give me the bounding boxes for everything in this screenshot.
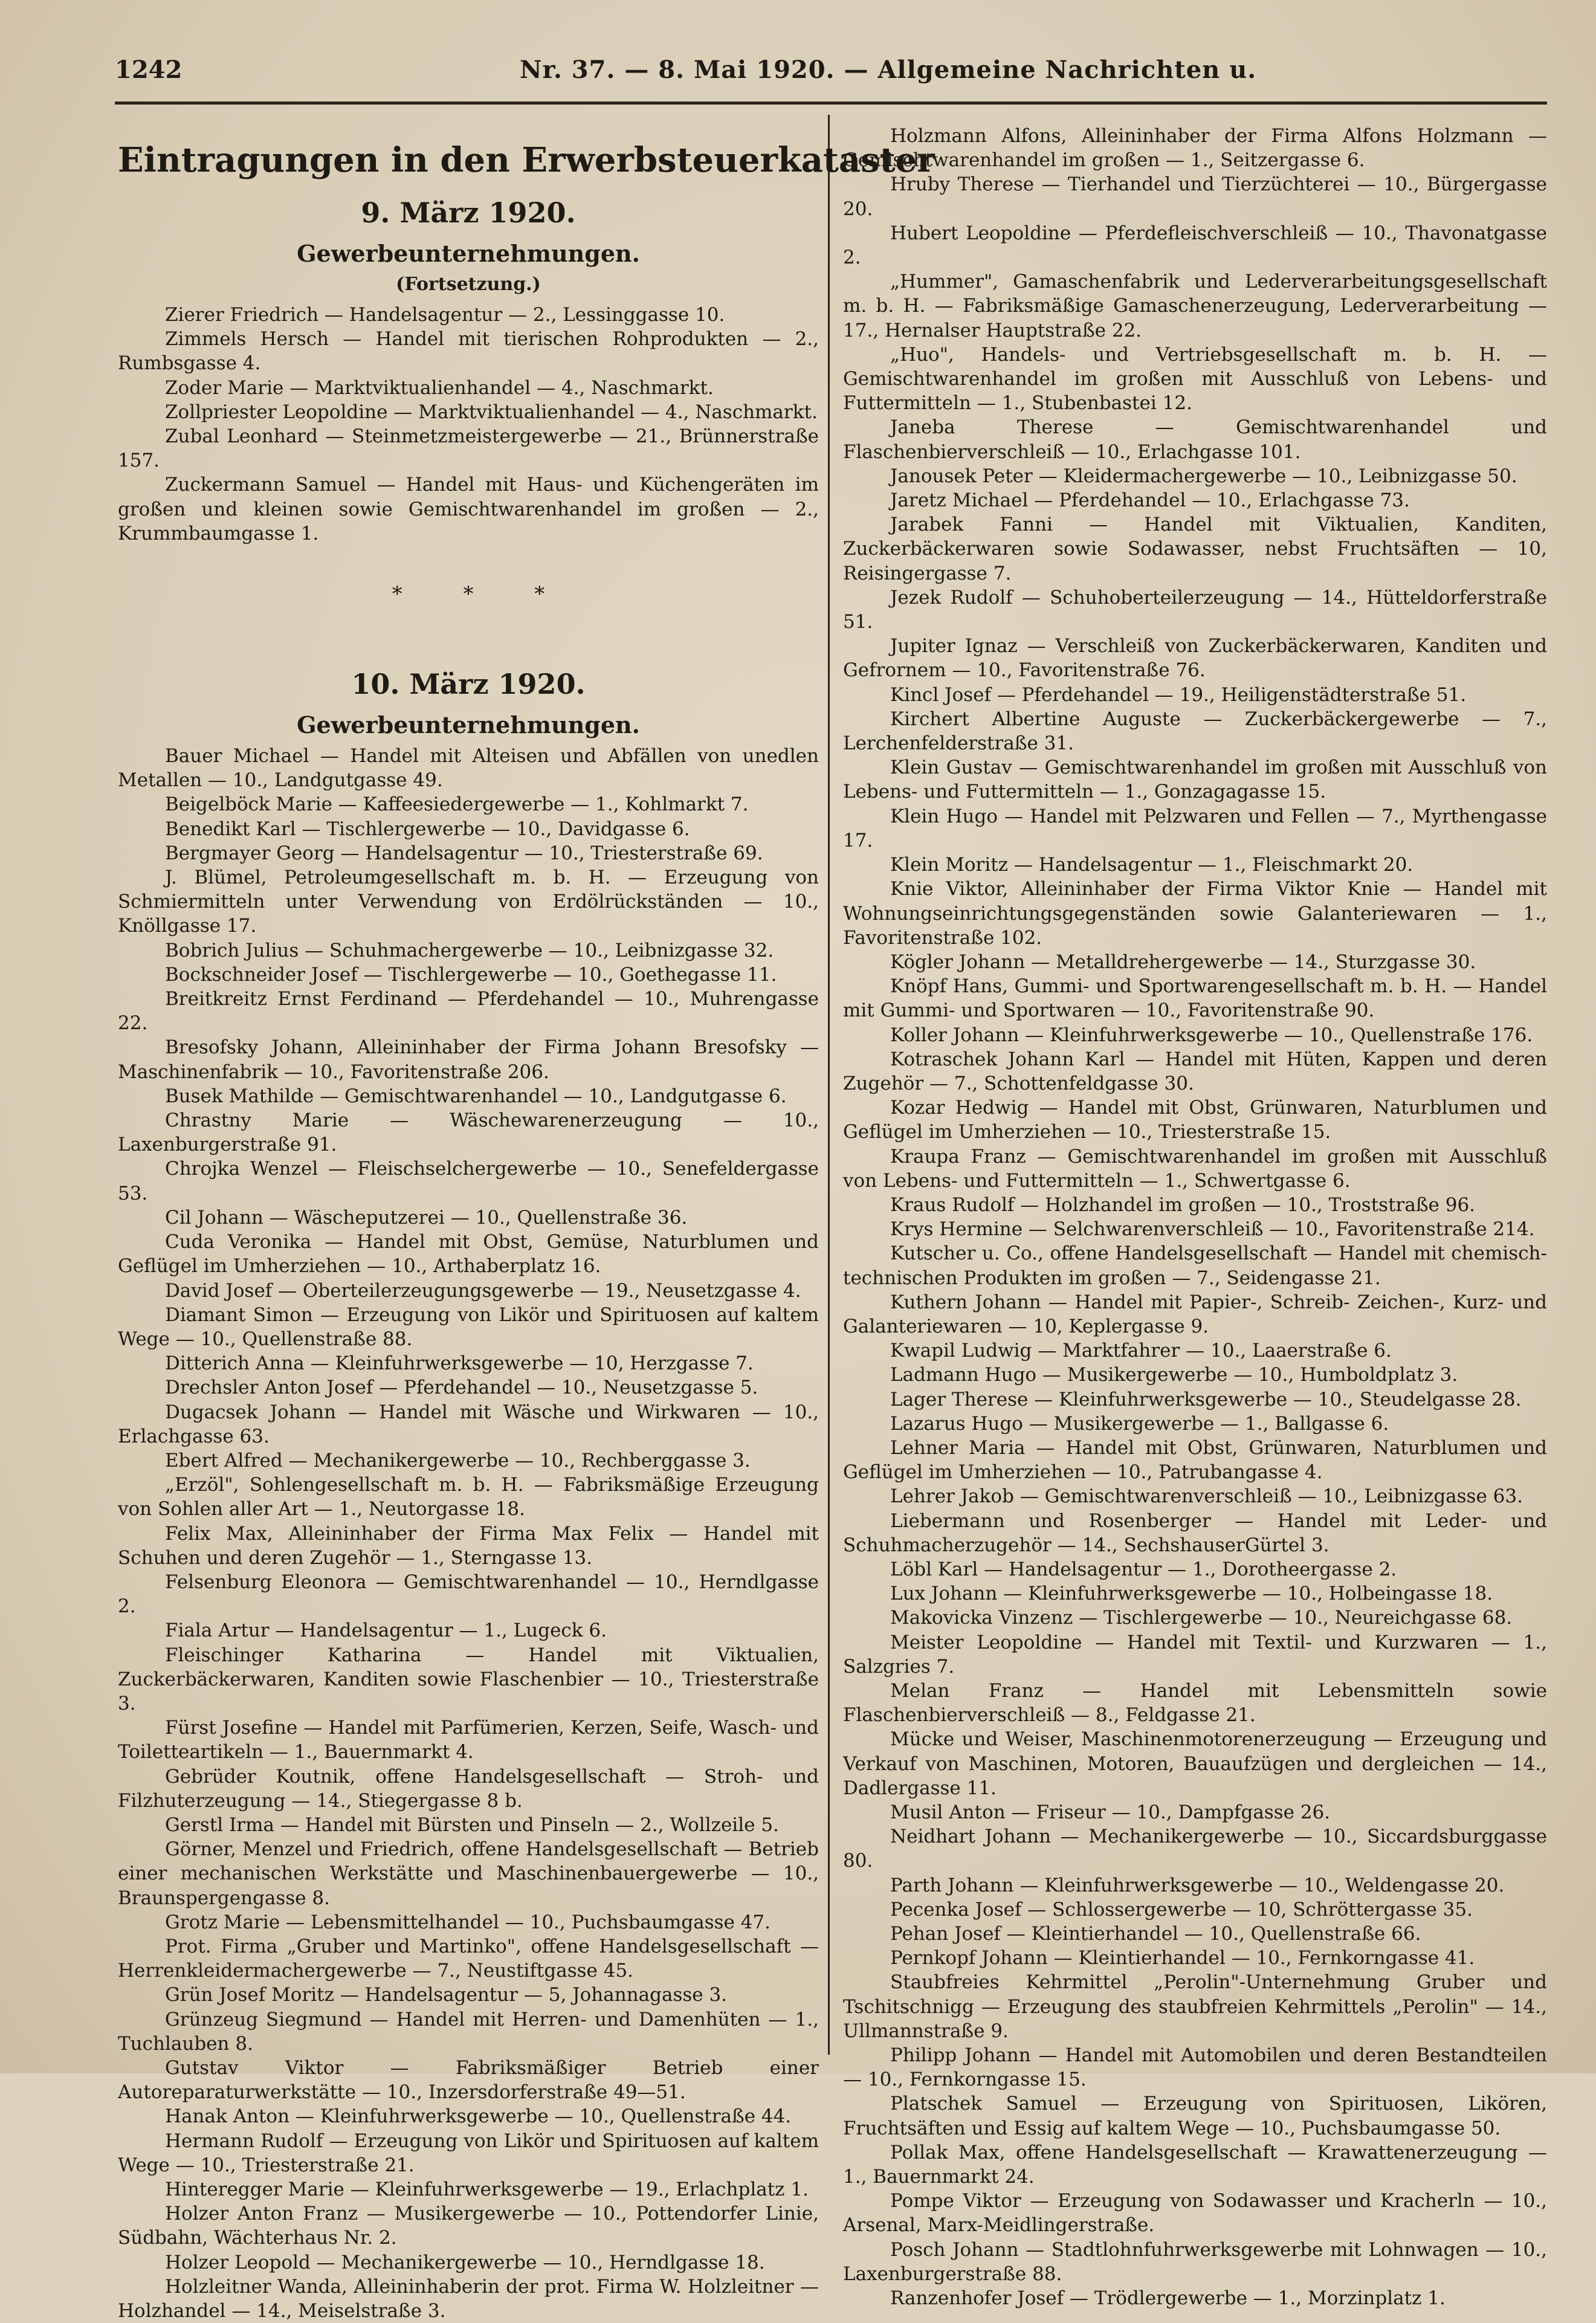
main-title: Eintragungen in den Erwerbsteuerkataster	[118, 140, 935, 180]
register-entry: Görner, Menzel und Friedrich, offene Handelsgesellschaft — Betrieb einer mechanischen Werkstätte und Maschinenbauergewerbe — 10., Braunspergengasse 8.	[118, 1838, 819, 1909]
register-entry: Cuda Veronika — Handel mit Obst, Gemüse, Naturblumen und Geflügel im Umherziehen — 10., Arthaberplatz 16.	[118, 1231, 819, 1278]
right-column	[843, 124, 1547, 2310]
header-rule	[115, 102, 1547, 105]
register-entry: Kirchert Albertine Auguste — Zuckerbäckergewerbe — 7., Lerchenfelderstraße 31.	[843, 708, 1547, 755]
register-entry: Pecenka Josef — Schlossergewerbe — 10, Schröttergasse 35.	[890, 1898, 1473, 1921]
register-entry: Hruby Therese — Tierhandel und Tierzüchterei — 10., Bürgergasse 20.	[843, 173, 1547, 220]
register-entry: Lazarus Hugo — Musikergewerbe — 1., Ballgasse 6.	[890, 1412, 1389, 1435]
register-entry: Felix Max, Alleininhaber der Firma Max Felix — Handel mit Schuhen und deren Zugehör — 1., Sterngasse 13.	[118, 1522, 819, 1569]
register-entry: Chrastny Marie — Wäschewarenerzeugung — 10., Laxenburgerstraße 91.	[118, 1110, 819, 1156]
register-entry: Jaretz Michael — Pferdehandel — 10., Erlachgasse 73.	[890, 489, 1410, 512]
register-entry: Gerstl Irma — Handel mit Bürsten und Pinseln — 2., Wollzeile 5.	[165, 1814, 779, 1836]
register-entry: Breitkreitz Ernst Ferdinand — Pferdehandel — 10., Muhrengasse 22.	[118, 988, 819, 1035]
register-entry: Hinteregger Marie — Kleinfuhrwerksgewerbe — 19., Erlachplatz 1.	[165, 2179, 809, 2201]
section2-heading: Gewerbeunternehmungen.	[297, 711, 640, 739]
register-entry: Pernkopf Johann — Kleintierhandel — 10., Fernkorngasse 41.	[890, 1947, 1475, 1969]
register-entry: Dugacsek Johann — Handel mit Wäsche und Wirkwaren — 10., Erlachgasse 63.	[118, 1401, 819, 1447]
register-entry: Musil Anton — Friseur — 10., Dampfgasse 26.	[890, 1801, 1331, 1824]
register-entry: Gebrüder Koutnik, offene Handelsgesellschaft — Stroh- und Filzhuterzeugung — 14., Stiegergasse 8 b.	[118, 1765, 819, 1812]
register-entry: Zollpriester Leopoldine — Marktviktualienhandel — 4., Naschmarkt.	[165, 401, 818, 423]
register-entry: Bauer Michael — Handel mit Alteisen und Abfällen von unedlen Metallen — 10., Landgutgasse 49.	[118, 745, 819, 792]
register-entry: Benedikt Karl — Tischlergewerbe — 10., Davidgasse 6.	[165, 818, 690, 840]
register-entry: Klein Gustav — Gemischtwarenhandel im großen mit Ausschluß von Lebens- und Futtermitteln — 1., Gonzagagasse 15.	[843, 757, 1547, 803]
register-entry: Kwapil Ludwig — Marktfahrer — 10., Laaerstraße 6.	[890, 1340, 1392, 1362]
register-entry: Jupiter Ignaz — Verschleiß von Zuckerbäckerwaren, Kanditen und Gefrornem — 10., Favoritenstraße 76.	[843, 635, 1547, 682]
register-entry: Lehner Maria — Handel mit Obst, Grünwaren, Naturblumen und Geflügel im Umherziehen — 10., Patrubangasse 4.	[843, 1436, 1547, 1484]
register-entry: Kutscher u. Co., offene Handelsgesellschaft — Handel mit chemisch-technischen Produkten im großen — 7., Seidengasse 21.	[843, 1242, 1547, 1289]
register-entry: Zoder Marie — Marktviktualienhandel — 4., Naschmarkt.	[165, 376, 714, 399]
register-entry: Liebermann und Rosenberger — Handel mit Leder- und Schuhmacherzugehör — 14., SechshauserGürtel 3.	[843, 1510, 1547, 1556]
register-entry: Fiala Artur — Handelsagentur — 1., Lugeck 6.	[165, 1620, 607, 1642]
register-entry: Kraus Rudolf — Holzhandel im großen — 10., Troststraße 96.	[890, 1194, 1476, 1216]
register-entry: Janousek Peter — Kleidermachergewerbe — 10., Leibnizgasse 50.	[890, 465, 1517, 487]
left-column	[118, 124, 935, 2323]
right-entry-list	[843, 124, 1547, 2310]
register-entry: Jezek Rudolf — Schuhoberteilerzeugung — 14., Hütteldorferstraße 51.	[843, 586, 1547, 633]
register-entry: Zuckermann Samuel — Handel mit Haus- und Küchengeräten im großen und kleinen sowie Gemischtwarenhandel im großen — 2., Krummbaumgasse 1.	[118, 474, 819, 544]
register-entry: Kraupa Franz — Gemischtwarenhandel im großen mit Ausschluß von Lebens- und Futtermitteln — 1., Schwertgasse 6.	[843, 1145, 1547, 1192]
register-entry: „Hummer", Gamaschenfabrik und Lederverarbeitungsgesellschaft m. b. H. — Fabriksmäßige Gamaschenerzeugung, Lederverarbeitung — 17., Hernalser Hauptstraße 22.	[843, 271, 1547, 341]
register-entry: Grotz Marie — Lebensmittelhandel — 10., Puchsbaumgasse 47.	[165, 1911, 771, 1933]
register-entry: Knie Viktor, Alleininhaber der Firma Viktor Knie — Handel mit Wohnungseinrichtungsgegenständen sowie Galanteriewaren — 1., Favoritenstraße 102.	[843, 878, 1547, 949]
register-entry: Diamant Simon — Erzeugung von Likör und Spirituosen auf kaltem Wege — 10., Quellenstraße 88.	[118, 1304, 819, 1350]
register-entry: Jarabek Fanni — Handel mit Viktualien, Kanditen, Zuckerbäckerwaren sowie Sodawasser, nebst Fruchtsäften — 10, Reisingergasse 7.	[843, 514, 1547, 584]
register-entry: Hanak Anton — Kleinfuhrwerksgewerbe — 10., Quellenstraße 44.	[165, 2105, 792, 2128]
register-entry: Koller Johann — Kleinfuhrwerksgewerbe — 10., Quellenstraße 176.	[890, 1024, 1533, 1046]
register-entry: Bobrich Julius — Schuhmachergewerbe — 10., Leibnizgasse 32.	[165, 939, 774, 961]
register-entry: „Huo", Handels- und Vertriebsgesellschaft m. b. H. — Gemischtwarenhandel im großen mit Ausschluß von Lebens- und Futtermitteln — 1., Stubenbastei 12.	[843, 343, 1547, 415]
page-header	[115, 56, 1547, 92]
register-entry: Pompe Viktor — Erzeugung von Sodawasser und Kracherln — 10., Arsenal, Marx-Meidlingerstraße.	[843, 2190, 1547, 2237]
register-entry: J. Blümel, Petroleumgesellschaft m. b. H. — Erzeugung von Schmiermitteln unter Verwendung von Erdölrückständen — 10., Knöllgasse 17.	[118, 867, 819, 937]
register-entry: Bergmayer Georg — Handelsagentur — 10., Triesterstraße 69.	[165, 842, 763, 864]
section2-date: 10. März 1920.	[351, 668, 586, 701]
register-entry: Hubert Leopoldine — Pferdefleischverschleiß — 10., Thavonatgasse 2.	[843, 222, 1547, 269]
register-entry: Hermann Rudolf — Erzeugung von Likör und Spirituosen auf kaltem Wege — 10., Triesterstraße 21.	[118, 2130, 819, 2176]
register-entry: Lehrer Jakob — Gemischtwarenverschleiß — 10., Leibnizgasse 63.	[890, 1485, 1523, 1508]
register-entry: Parth Johann — Kleinfuhrwerksgewerbe — 10., Weldengasse 20.	[890, 1874, 1505, 1896]
register-entry: Platschek Samuel — Erzeugung von Spirituosen, Likören, Fruchtsäften und Essig auf kaltem Wege — 10., Puchsbaumgasse 50.	[843, 2093, 1547, 2139]
register-entry: Cil Johann — Wäscheputzerei — 10., Quellenstraße 36.	[165, 1206, 688, 1229]
running-title: Nr. 37. — 8. Mai 1920. — Allgemeine Nachrichten u.	[520, 56, 1257, 84]
page-number: 1242	[115, 56, 183, 84]
register-entry: Lux Johann — Kleinfuhrwerksgewerbe — 10., Holbeingasse 18.	[890, 1583, 1493, 1605]
register-entry: Fleischinger Katharina — Handel mit Viktualien, Zuckerbäckerwaren, Kanditen sowie Flaschenbier — 10., Triesterstraße 3.	[118, 1644, 819, 1714]
register-entry: Zimmels Hersch — Handel mit tierischen Rohprodukten — 2., Rumbsgasse 4.	[118, 328, 819, 375]
column-divider	[828, 115, 830, 2055]
register-entry: Bresofsky Johann, Alleininhaber der Firma Johann Bresofsky — Maschinenfabrik — 10., Favoritenstraße 206.	[118, 1036, 819, 1083]
section-separator: * * *	[392, 582, 545, 607]
register-entry: Klein Moritz — Handelsagentur — 1., Fleischmarkt 20.	[890, 854, 1413, 876]
register-entry: Chrojka Wenzel — Fleischselchergewerbe — 10., Senefeldergasse 53.	[118, 1158, 819, 1204]
section1-heading: Gewerbeunternehmungen.	[297, 240, 640, 267]
register-entry: Gutstav Viktor — Fabriksmäßiger Betrieb einer Autoreparaturwerkstätte — 10., Inzersdorferstraße 49—51.	[118, 2057, 819, 2104]
section1-date: 9. März 1920.	[361, 196, 576, 229]
register-entry: Kotraschek Johann Karl — Handel mit Hüten, Kappen und deren Zugehör — 7., Schottenfeldgasse 30.	[843, 1048, 1547, 1094]
register-entry: Holzmann Alfons, Alleininhaber der Firma Alfons Holzmann — Gemischtwarenhandel im großen — 1., Seitzergasse 6.	[843, 125, 1547, 172]
register-entry: Felsenburg Eleonora — Gemischtwarenhandel — 10., Herndlgasse 2.	[118, 1571, 819, 1618]
register-entry: Bockschneider Josef — Tischlergewerbe — 10., Goethegasse 11.	[165, 963, 777, 986]
continuation-note: (Fortsetzung.)	[396, 274, 541, 295]
register-entry: Makovicka Vinzenz — Tischlergewerbe — 10., Neureichgasse 68.	[890, 1607, 1513, 1629]
register-entry: Kuthern Johann — Handel mit Papier-, Schreib- Zeichen-, Kurz- und Galanteriewaren — 10, Keplergasse 9.	[843, 1291, 1547, 1337]
register-entry: Mücke und Weiser, Maschinenmotorenerzeugung — Erzeugung und Verkauf von Maschinen, Motoren, Bauaufzügen und dergleichen — 14., Dadlergasse 11.	[843, 1728, 1547, 1799]
register-entry: Meister Leopoldine — Handel mit Textil- und Kurzwaren — 1., Salzgries 7.	[843, 1631, 1547, 1678]
register-entry: Grünzeug Siegmund — Handel mit Herren- und Damenhüten — 1., Tuchlauben 8.	[118, 2008, 819, 2055]
register-entry: David Josef — Oberteilerzeugungsgewerbe — 19., Neusetzgasse 4.	[165, 1279, 801, 1302]
register-entry: Zierer Friedrich — Handelsagentur — 2., Lessinggasse 10.	[165, 304, 725, 326]
register-entry: Ebert Alfred — Mechanikergewerbe — 10., Rechberggasse 3.	[165, 1449, 751, 1472]
register-entry: Melan Franz — Handel mit Lebensmitteln sowie Flaschenbierverschleiß — 8., Feldgasse 21.	[843, 1680, 1547, 1727]
register-entry: Löbl Karl — Handelsagentur — 1., Dorotheergasse 2.	[890, 1558, 1397, 1580]
register-entry: Kögler Johann — Metalldrehergewerbe — 14., Sturzgasse 30.	[890, 951, 1476, 973]
register-entry: Grün Josef Moritz — Handelsagentur — 5, Johannagasse 3.	[165, 1984, 728, 2006]
register-entry: Krys Hermine — Selchwarenverschleiß — 10., Favoritenstraße 214.	[890, 1218, 1535, 1241]
register-entry: Klein Hugo — Handel mit Pelzwaren und Fellen — 7., Myrthengasse 17.	[843, 805, 1547, 851]
section2-entry-list	[118, 744, 819, 2323]
register-entry: Lager Therese — Kleinfuhrwerksgewerbe — 10., Steudelgasse 28.	[890, 1388, 1522, 1410]
register-entry: Prot. Firma „Gruber und Martinko", offene Handelsgesellschaft — Herrenkleidermachergewerbe — 7., Neustiftgasse 45.	[118, 1935, 819, 1982]
register-entry: Fürst Josefine — Handel mit Parfümerien, Kerzen, Seife, Wasch- und Toiletteartikeln — 1., Bauernmarkt 4.	[118, 1717, 819, 1763]
register-entry: Staubfreies Kehrmittel „Perolin"-Unternehmung Gruber und Tschitschnigg — Erzeugung des staubfreien Kehrmittels „Perolin" — 14., Ullmannstraße 9.	[843, 1971, 1547, 2042]
register-entry: Neidhart Johann — Mechanikergewerbe — 10., Siccardsburggasse 80.	[843, 1826, 1547, 1872]
register-entry: Kincl Josef — Pferdehandel — 19., Heiligenstädterstraße 51.	[890, 683, 1467, 706]
register-entry: Philipp Johann — Handel mit Automobilen und deren Bestandteilen — 10., Fernkorngasse 15.	[843, 2044, 1547, 2091]
register-entry: Zubal Leonhard — Steinmetzmeistergewerbe — 21., Brünnerstraße 157.	[118, 425, 819, 472]
register-entry: Ladmann Hugo — Musikergewerbe — 10., Humboldplatz 3.	[890, 1364, 1458, 1386]
register-entry: Janeba Therese — Gemischtwarenhandel und Flaschenbierverschleiß — 10., Erlachgasse 101.	[843, 416, 1547, 463]
register-entry: Ranzenhofer Josef — Trödlergewerbe — 1., Morzinplatz 1.	[890, 2287, 1446, 2310]
register-entry: Holzer Anton Franz — Musikergewerbe — 10., Pottendorfer Linie, Südbahn, Wächterhaus Nr. 2.	[118, 2203, 819, 2249]
register-entry: Holzer Leopold — Mechanikergewerbe — 10., Herndlgasse 18.	[165, 2251, 765, 2273]
register-entry: Knöpf Hans, Gummi- und Sportwarengesellschaft m. b. H. — Handel mit Gummi- und Sportwaren — 10., Favoritenstraße 90.	[843, 975, 1547, 1022]
register-entry: Pehan Josef — Kleintierhandel — 10., Quellenstraße 66.	[890, 1923, 1421, 1945]
register-entry: Kozar Hedwig — Handel mit Obst, Grünwaren, Naturblumen und Geflügel im Umherziehen — 10., Triesterstraße 15.	[843, 1097, 1547, 1143]
register-entry: Beigelböck Marie — Kaffeesiedergewerbe — 1., Kohlmarkt 7.	[165, 793, 749, 816]
register-entry: Drechsler Anton Josef — Pferdehandel — 10., Neusetzgasse 5.	[165, 1377, 758, 1399]
section1-entry-list	[118, 303, 819, 546]
register-entry: Posch Johann — Stadtlohnfuhrwerksgewerbe mit Lohnwagen — 10., Laxenburgerstraße 88.	[843, 2238, 1547, 2285]
register-entry: Busek Mathilde — Gemischtwarenhandel — 10., Landgutgasse 6.	[165, 1085, 787, 1107]
register-entry: Pollak Max, offene Handelsgesellschaft — Krawattenerzeugung — 1., Bauernmarkt 24.	[843, 2141, 1547, 2188]
register-entry: Holzleitner Wanda, Alleininhaberin der prot. Firma W. Holzleitner — Holzhandel — 14., Meiselstraße 3.	[118, 2275, 819, 2322]
register-entry: Ditterich Anna — Kleinfuhrwerksgewerbe — 10, Herzgasse 7.	[165, 1352, 754, 1375]
register-entry: „Erzöl", Sohlengesellschaft m. b. H. — Fabriksmäßige Erzeugung von Sohlen aller Art — 1., Neutorgasse 18.	[118, 1474, 819, 1520]
